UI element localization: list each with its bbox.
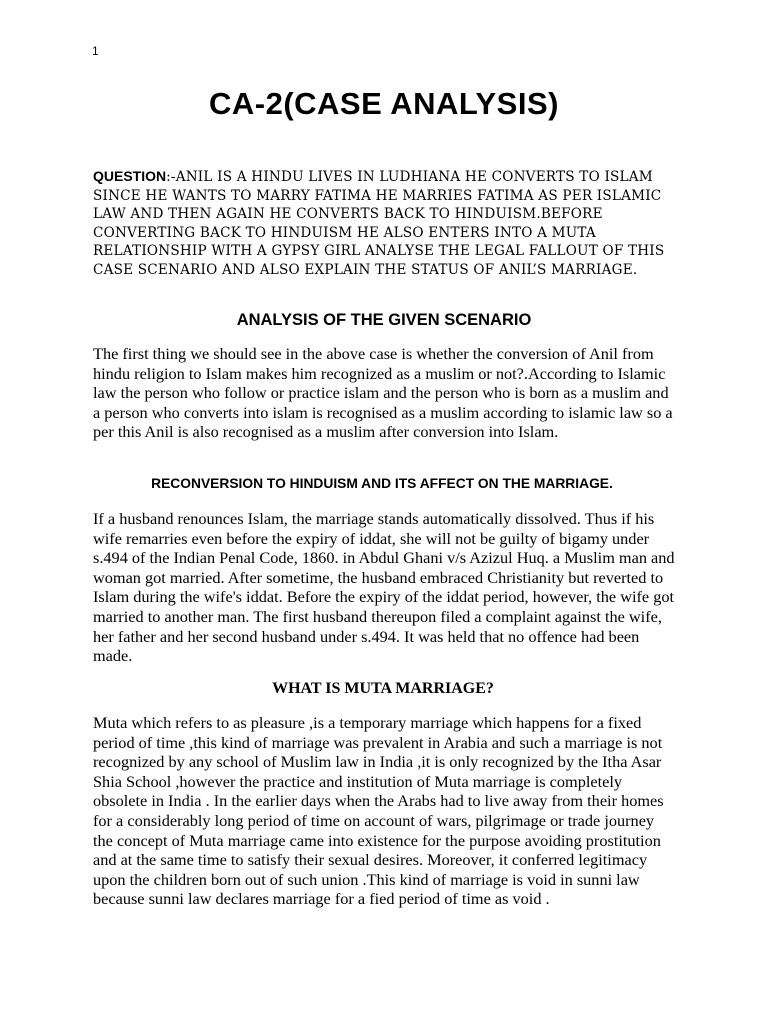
question-text: :-ANIL IS A HINDU LIVES IN LUDHIANA HE CONVERTS TO ISLAM SINCE HE WANTS TO MARRY FATIMA HE MARRIES FATIMA AS PER ISLAMIC LAW AND THEN AGAIN HE CONVERTS BACK TO HINDUISM.BEFORE CONVERTING BACK TO HINDUISM HE ALSO ENTERS INTO A MUTA RELATIONSHIP WITH A GYPSY GIRL ANALYSE THE LEGAL FALLOUT OF THIS CASE SCENARIO AND ALSO EXPLAIN THE STATUS OF ANIL’S MARRIAGE.: [93, 169, 665, 278]
page-number: 1: [92, 44, 99, 58]
question-label: QUESTION: [93, 168, 167, 184]
document-title: CA-2(CASE ANALYSIS): [209, 86, 559, 121]
muta-paragraph: Muta which refers to as pleasure ,is a temporary marriage which happens for a fixed period of time ,this kind of marriage was prevalent in Arabia and such a marriage is not recognized by any school of Muslim law in India ,it is only recognized by the Itha Asar Shia School ,however the practice and institution of Muta marriage is completely obsolete in India . In the earlier days when the Arabs had to live away from their homes for a considerably long period of time on account of wars, pilgrimage or trade journey the concept of Muta marriage came into existence for the purpose avoiding prostitution and at the same time to satisfy their sexual desires. Moreover, it conferred legitimacy upon the children born out of such union .This kind of marriage is void in sunni law because sunni law declares marriage for a fied period of time as void .: [93, 713, 664, 909]
reconversion-heading: RECONVERSION TO HINDUISM AND ITS AFFECT ON THE MARRIAGE.: [151, 476, 613, 491]
analysis-paragraph: The first thing we should see in the above case is whether the conversion of Anil from hindu religion to Islam makes him recognized as a muslim or not?.According to Islamic law the person who follow or practice islam and the person who is born as a muslim and a person who converts into islam is recognised as a muslim according to islamic law so a per this Anil is also recognised as a muslim after conversion into Islam.: [93, 344, 673, 442]
reconversion-paragraph: If a husband renounces Islam, the marriage stands automatically dissolved. Thus if his wife remarries even before the expiry of iddat, she will not be guilty of bigamy under s.494 of the Indian Penal Code, 1860. in Abdul Ghani v/s Azizul Huq. a Muslim man and woman got married. After sometime, the husband embraced Christianity but reverted to Islam during the wife's iddat. Before the expiry of the iddat period, however, the wife got married to another man. The first husband thereupon filed a complaint against the wife, her father and her second husband under s.494. It was held that no offence had been made.: [93, 509, 675, 666]
muta-heading: WHAT IS MUTA MARRIAGE?: [272, 680, 494, 697]
question-block: [93, 167, 683, 280]
analysis-heading: ANALYSIS OF THE GIVEN SCENARIO: [236, 311, 532, 329]
